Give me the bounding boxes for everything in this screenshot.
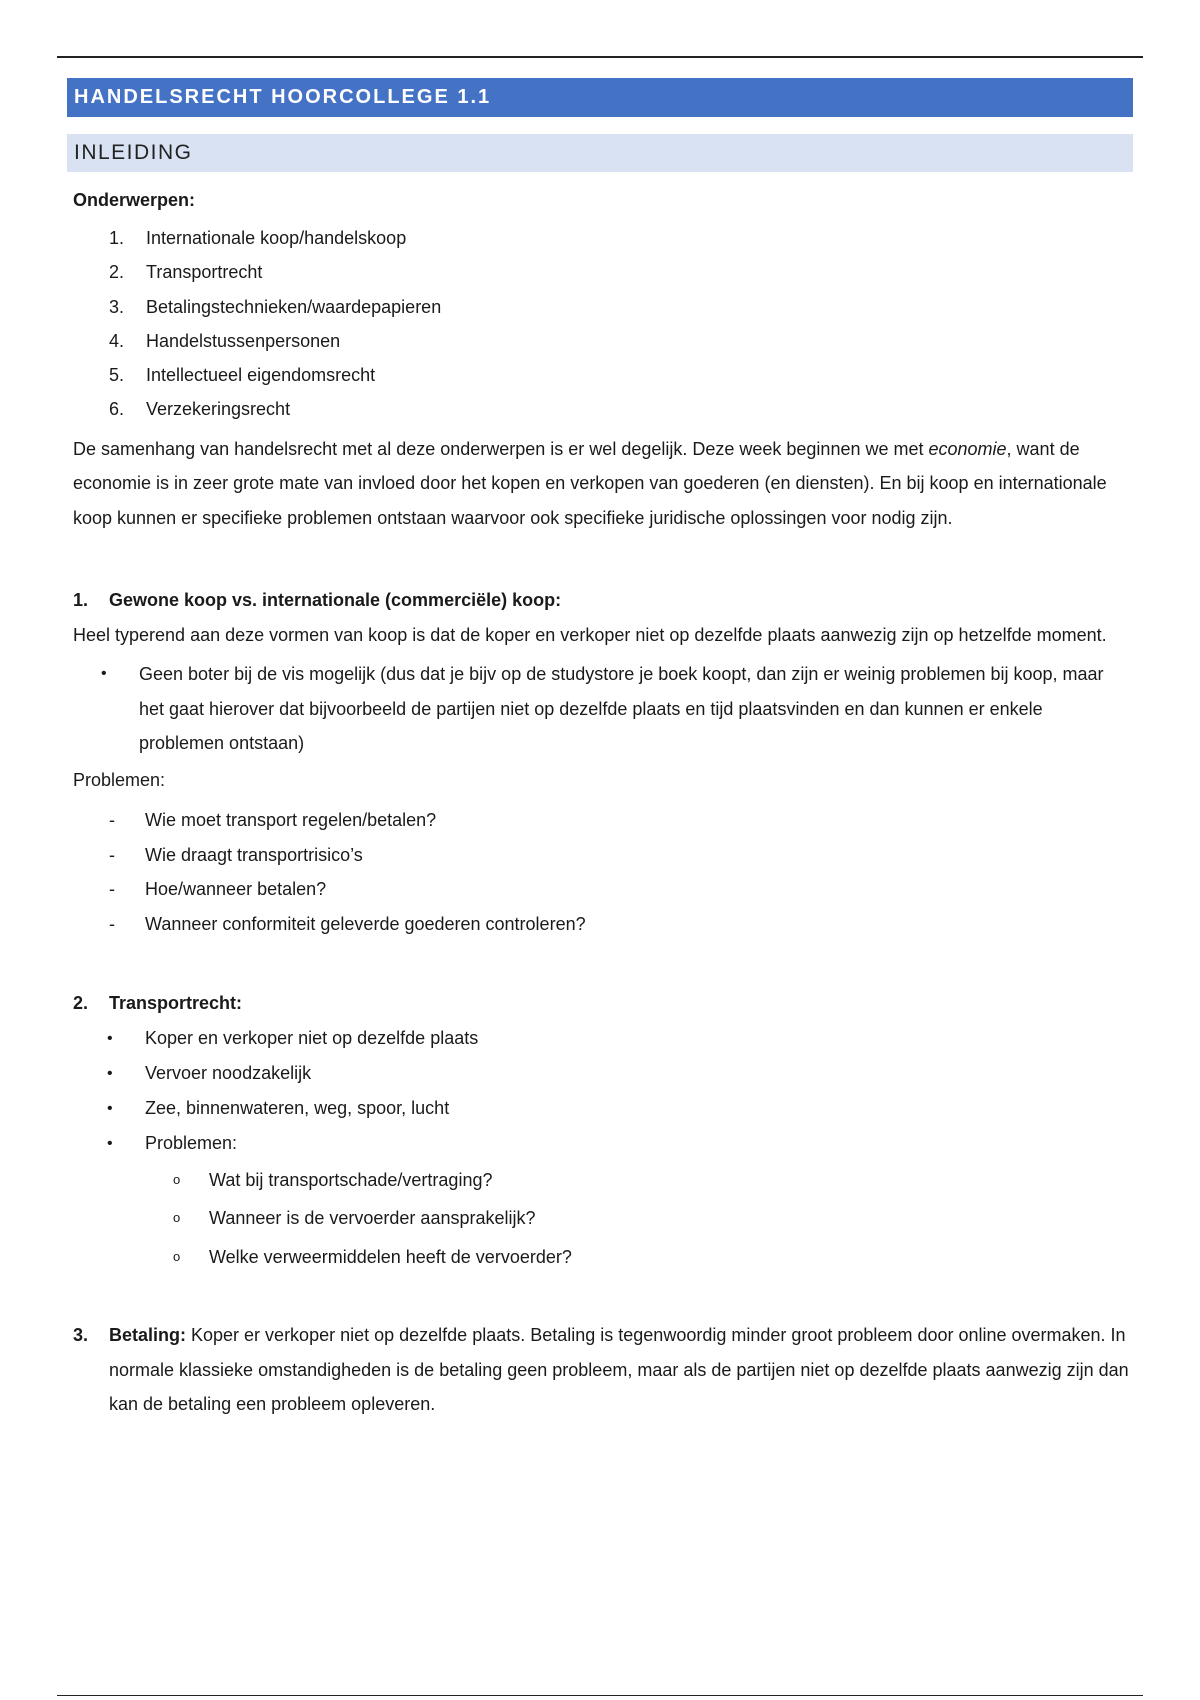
circle-bullet-icon: o — [173, 1210, 181, 1226]
bullet-list — [67, 657, 1133, 761]
dash-icon: - — [109, 844, 115, 865]
section-heading-koop — [73, 583, 1133, 618]
list-item-text: Geen boter bij de vis mogelijk (dus dat je bijv op de studystore je boek koopt, dan zijn er weinig problemen bij koop, maar het gaat hierover dat bijvoorbeeld de partijen niet op dezelfde plaats en tijd plaatsvinden en dan kunnen er enkele problemen ontstaan) — [139, 664, 1104, 754]
topics-label: Onderwerpen: — [73, 190, 196, 210]
list-item-text: Intellectueel eigendomsrecht — [146, 365, 376, 386]
problems-list — [67, 803, 1133, 941]
intro-emphasis: economie — [928, 438, 1007, 459]
list-item-text: Wanneer is de vervoerder aansprakelijk? — [209, 1208, 536, 1229]
list-item-text: Wie draagt transportrisico’s — [145, 844, 363, 865]
list-item-text: Welke verweermiddelen heeft de vervoerder? — [209, 1246, 572, 1267]
section-number: 1. — [73, 590, 89, 611]
list-item — [67, 1238, 1133, 1277]
circle-bullet-icon: o — [173, 1171, 181, 1187]
document-title: HANDELSRECHT HOORCOLLEGE 1.1 — [67, 78, 1133, 117]
list-item-text: Verzekeringsrecht — [146, 399, 291, 420]
list-item-text: Wanneer conformiteit geleverde goederen controleren? — [145, 913, 586, 934]
list-item — [67, 392, 1133, 426]
list-item — [67, 1161, 1133, 1200]
list-item-text: Betalingstechnieken/waardepapieren — [146, 296, 442, 317]
list-number: 1. — [109, 228, 125, 248]
list-item-text: Handelstussenpersonen — [146, 330, 341, 351]
list-item-text: Vervoer noodzakelijk — [145, 1062, 312, 1083]
section-number: 2. — [73, 993, 89, 1014]
list-item — [67, 358, 1133, 392]
section-lead: Betaling: — [109, 1325, 187, 1346]
section-title-inleiding: INLEIDING — [67, 134, 1133, 172]
list-item — [67, 1126, 1133, 1277]
list-item-text: Koper en verkoper niet op dezelfde plaats — [145, 1027, 479, 1048]
bullet-icon: • — [107, 1099, 113, 1117]
dash-icon: - — [109, 810, 115, 831]
bullet-icon: • — [107, 1134, 113, 1152]
intro-text-start: De samenhang van handelsrecht met al deze onderwerpen is er wel degelijk. Deze week beginnen we met — [73, 438, 929, 459]
list-item — [67, 324, 1133, 358]
list-item-text: Transportrecht — [146, 262, 263, 283]
dash-icon: - — [109, 879, 115, 900]
list-number: 4. — [109, 330, 125, 351]
list-item — [67, 872, 1133, 907]
section-heading-transportrecht — [73, 986, 1133, 1021]
section-paragraph: Heel typerend aan deze vormen van koop is dat de koper en verkoper niet op dezelfde plaats aanwezig zijn op hetzelfde moment. — [73, 624, 1107, 645]
list-item — [67, 1091, 1133, 1126]
topics-list — [67, 221, 1133, 427]
dash-icon: - — [109, 913, 115, 934]
list-item — [67, 907, 1133, 942]
list-item-text: Hoe/wanneer betalen? — [145, 879, 327, 900]
problems-label: Problemen: — [73, 769, 166, 790]
section-heading-text: Transportrecht: — [109, 993, 243, 1014]
document-body — [67, 78, 1133, 1422]
list-item-text: Wie moet transport regelen/betalen? — [145, 810, 437, 831]
bullet-icon: • — [107, 1029, 113, 1047]
list-item-text: Problemen: — [145, 1132, 238, 1153]
list-item — [67, 838, 1133, 873]
section-text: Koper er verkoper niet op dezelfde plaats. Betaling is tegenwoordig minder groot probleem door online overmaken. In normale klassieke omstandigheden is de betaling geen probleem, maar als de partijen niet op dezelfde plaats aanwezig zijn dan kan de betaling een probleem opleveren. — [109, 1325, 1129, 1415]
list-item — [67, 803, 1133, 838]
list-item — [67, 1199, 1133, 1238]
list-item — [67, 221, 1133, 255]
list-item — [67, 290, 1133, 324]
section-heading-text: Gewone koop vs. internationale (commerciële) koop: — [109, 590, 562, 611]
list-item-text: Internationale koop/handelskoop — [146, 228, 407, 248]
list-item — [67, 1056, 1133, 1091]
section-paragraph-betaling — [73, 1318, 1133, 1422]
section-number: 3. — [73, 1325, 89, 1346]
list-number: 6. — [109, 399, 125, 420]
bullet-icon: • — [107, 1064, 113, 1082]
list-number: 2. — [109, 262, 125, 283]
list-item — [67, 657, 1113, 761]
list-item — [67, 1021, 1133, 1056]
bottom-rule — [57, 1695, 1143, 1696]
intro-paragraph — [73, 432, 1133, 536]
bullet-icon: • — [101, 665, 107, 683]
list-item-text: Zee, binnenwateren, weg, spoor, lucht — [145, 1097, 450, 1118]
list-item-text: Wat bij transportschade/vertraging? — [209, 1169, 493, 1190]
top-rule — [57, 56, 1143, 58]
sub-bullet-list — [67, 1161, 1133, 1277]
bullet-list — [67, 1021, 1133, 1277]
circle-bullet-icon: o — [173, 1248, 181, 1264]
list-number: 5. — [109, 365, 125, 386]
list-number: 3. — [109, 296, 125, 317]
intro-text-end: , want de economie is in zeer grote mate van invloed door het kopen en verkopen van goederen (en diensten). En bij koop en internationale koop kunnen er specifieke problemen ontstaan waarvoor ook specifieke juridische oplossingen voor nodig zijn. — [73, 438, 1107, 528]
list-item — [67, 255, 1133, 289]
